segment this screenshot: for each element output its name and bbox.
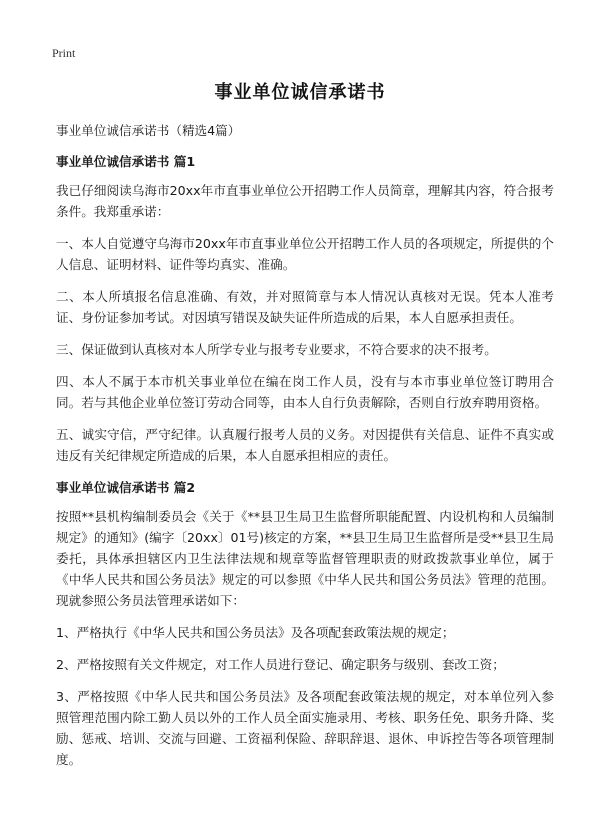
paragraph: 2、严格按照有关文件规定，对工作人员进行登记、确定职务与级别、套改工资； xyxy=(56,657,505,672)
document-body xyxy=(56,120,554,781)
section-1 xyxy=(56,151,554,466)
paragraph: 二、本人所填报名信息准确、有效，并对照简章与本人情况认真核对无误。凭本人准考证、身份证参加考试。对因填写错误及缺失证件所造成的后果，本人自愿承担责任。 xyxy=(56,289,554,325)
document-subtitle: 事业单位诚信承诺书（精选4篇） xyxy=(56,123,241,138)
section-heading: 事业单位诚信承诺书 篇2 xyxy=(56,480,196,495)
paragraph: 1、严格执行《中华人民共和国公务员法》及各项配套政策法规的规定； xyxy=(56,625,455,640)
paragraph: 按照**县机构编制委员会《关于《**县卫生局卫生监督所职能配置、内设机构和人员编制规定》的通知》(编字〔20xx〕01号)核定的方案，**县卫生局卫生监督所是受**县卫生局委托，具体承担辖区内卫生法律法规和规章等监督管理职责的财政拨款事业单位，属于《中华人民共和国公务员法》规定的可以参照《中华人民共和国公务员法》管理的范围。现就参照公务员法管理承诺如下： xyxy=(56,509,554,608)
paragraph: 三、保证做到认真核对本人所学专业与报考专业要求，不符合要求的决不报考。 xyxy=(56,342,497,357)
section-heading: 事业单位诚信承诺书 篇1 xyxy=(56,154,196,169)
paragraph: 五、诚实守信，严守纪律。认真履行报考人员的义务。对因提供有关信息、证件不真实或违反有关纪律规定所造成的后果，本人自愿承担相应的责任。 xyxy=(56,427,554,463)
page-title: 事业单位诚信承诺书 xyxy=(214,82,386,103)
paragraph: 四、本人不属于本市机关事业单位在编在岗工作人员，没有与本市事业单位签订聘用合同。若与其他企业单位签订劳动合同等，由本人自行负责解除，否则自行放弃聘用资格。 xyxy=(56,374,554,410)
paragraph: 一、本人自觉遵守乌海市20xx年市直事业单位公开招聘工作人员的各项规定，所提供的个人信息、证明材料、证件等均真实、准确。 xyxy=(56,236,554,272)
section-2 xyxy=(56,477,554,770)
paragraph: 我已仔细阅读乌海市20xx年市直事业单位公开招聘工作人员简章，理解其内容，符合报考条件。我郑重承诺： xyxy=(56,183,554,219)
print-link[interactable]: Print xyxy=(52,46,76,60)
paragraph: 3、严格按照《中华人民共和国公务员法》及各项配套政策法规的规定，对本单位列入参照管理范围内除工勤人员以外的工作人员全面实施录用、考核、职务任免、职务升降、奖励、惩戒、培训、交流与回避、工资福利保险、辞职辞退、退休、申诉控告等各项管理制度。 xyxy=(56,689,554,767)
